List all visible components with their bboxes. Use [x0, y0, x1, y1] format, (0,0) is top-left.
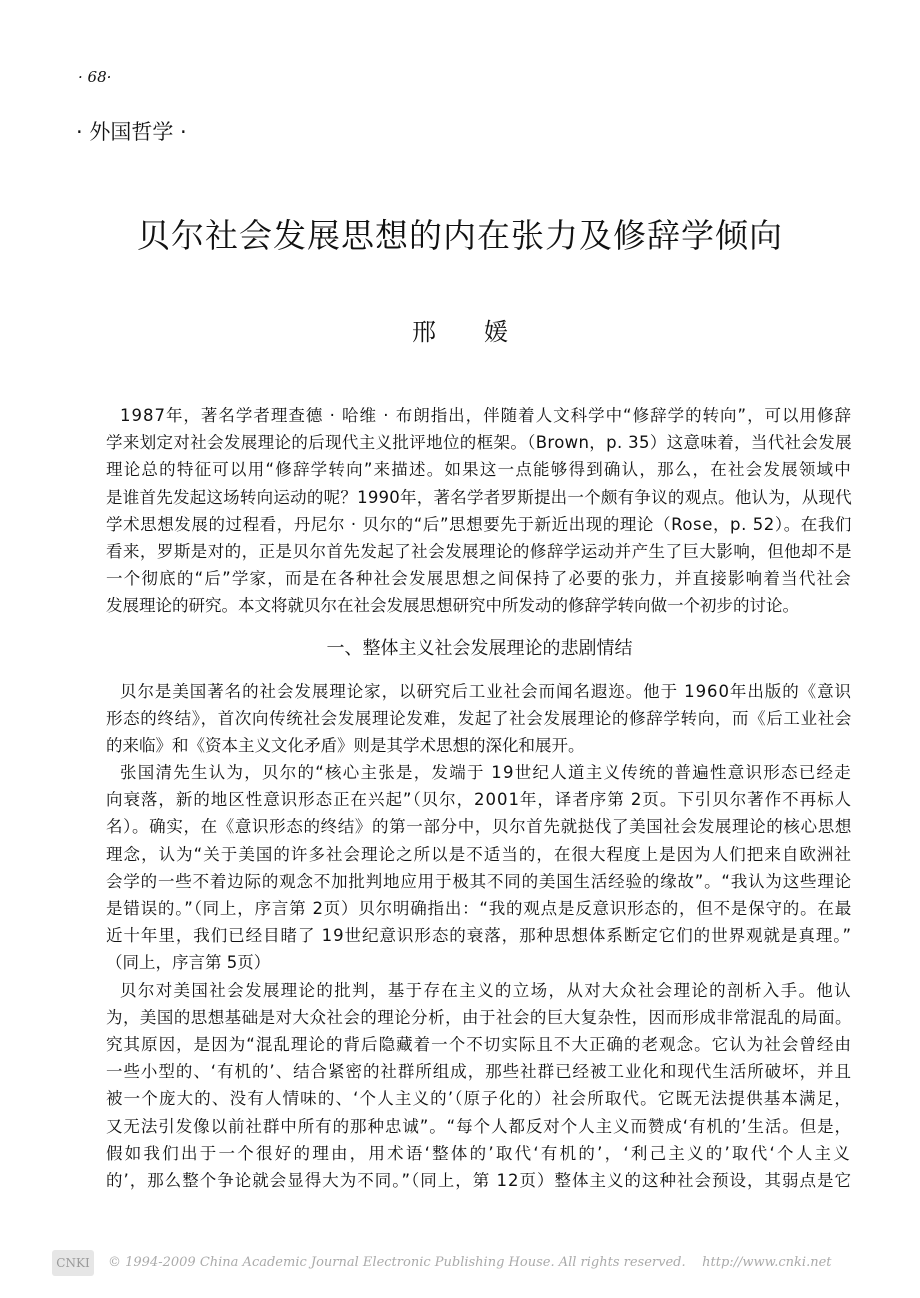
paragraph [106, 402, 853, 620]
text-line: 是错误的。”（同上，序言第 2页）贝尔明确指出：“我的观点是反意识形态的，但不是保守的。在最 [106, 899, 852, 918]
text-line: 是谁首先发起这场转向运动的呢？1990年，著名学者罗斯提出一个颇有争议的观点。他认为，从现代 [106, 487, 852, 507]
page-number: · 68· [78, 68, 112, 86]
cnki-logo: CNKI [52, 1250, 94, 1276]
text-line: 贝尔对美国社会发展理论的批判，基于存在主义的立场，从对大众社会理论的剖析入手。他认 [120, 980, 852, 1000]
text-line: 学来划定对社会发展理论的后现代主义批评地位的框架。（Brown，p. 35）这意味着，当代社会发展 [106, 433, 852, 453]
text-line: 一些小型的、‘有机的’、结合紧密的社群所组成，那些社群已经被工业化和现代生活所破坏，并且 [106, 1062, 852, 1082]
text-line: 究其原因，是因为“混乱理论的背后隐藏着一个不切实际且不大正确的老观念。它认为社会曾经由 [106, 1034, 852, 1054]
footer [52, 1250, 892, 1278]
text-line: 向衰落，新的地区性意识形态正在兴起”（贝尔，2001年，译者序第 2页。下引贝尔著作不再标人 [106, 790, 852, 810]
text-line: 近十年里，我们已经目睹了 19世纪意识形态的衰落，那种思想体系断定它们的世界观就是真理。” [106, 926, 852, 946]
text-line: 形态的终结》，首次向传统社会发展理论发难，发起了社会发展理论的修辞学转向，而《后工业社会 [106, 708, 852, 728]
text-line: 一个彻底的“后”学家，而是在各种社会发展思想之间保持了必要的张力，并直接影响着当代社会 [106, 569, 852, 589]
article-body [106, 402, 853, 1194]
paragraph [106, 759, 853, 977]
text-line: 的’，那么整个争论就会显得大为不同。”（同上，第 12页）整体主义的这种社会预设，其弱点是它 [106, 1170, 852, 1190]
paragraph [106, 678, 853, 760]
text-line: 会学的一些不着边际的观念不加批判地应用于极其不同的美国生活经验的缘故”。“我认为这些理论 [106, 871, 852, 891]
text-line: 学术思想发展的过程看，丹尼尔 · 贝尔的“后”思想要先于新近出现的理论（Rose，p. 52）。在我们 [106, 514, 852, 534]
text-line: 假如我们出于一个很好的理由，用术语‘整体的’取代‘有机的’，‘利己主义的’取代‘个人主义 [106, 1143, 852, 1163]
text-line: 看来，罗斯是对的，正是贝尔首先发起了社会发展理论的修辞学运动并产生了巨大影响，但他却不是 [106, 541, 852, 561]
article-author: 邢 媛 [412, 318, 508, 346]
paragraph [106, 977, 853, 1195]
section-heading: 一、整体主义社会发展理论的悲剧情结 [326, 637, 633, 659]
text-line: 名）。确实，在《意识形态的终结》的第一部分中，贝尔首先就挞伐了美国社会发展理论的核心思想 [106, 817, 852, 837]
text-line: 被一个庞大的、没有人情味的、‘个人主义的’（原子化的）社会所取代。它既无法提供基本满足， [106, 1089, 852, 1109]
text-line: 理论总的特征可以用“修辞学转向”来描述。如果这一点能够得到确认，那么，在社会发展领域中 [106, 460, 852, 480]
text-line: 贝尔是美国著名的社会发展理论家，以研究后工业社会而闻名遐迩。他于 1960年出版的《意识 [120, 681, 852, 701]
text-line: 的来临》和《资本主义文化矛盾》则是其学术思想的深化和展开。 [106, 735, 585, 755]
text-line: 理念，认为“关于美国的许多社会理论之所以是不适当的，在很大程度上是因为人们把来自欧洲社 [106, 844, 852, 864]
text-line: 又无法引发像以前社群中所有的那种忠诚”。“每个人都反对个人主义而赞成‘有机的’生活。但是， [106, 1116, 852, 1136]
copyright-notice: © 1994-2009 China Academic Journal Electronic Publishing House. All rights reserved. http://www.cnki.net [108, 1255, 832, 1270]
article-title: 贝尔社会发展思想的内在张力及修辞学倾向 [137, 216, 783, 255]
section-label: · 外国哲学 · [76, 120, 187, 144]
text-line: 张国清先生认为，贝尔的“核心主张是，发端于 19世纪人道主义传统的普遍性意识形态已经走 [120, 763, 852, 783]
text-line: 1987年，著名学者理查德 · 哈维 · 布朗指出，伴随着人文科学中“修辞学的转向”，可以用修辞 [120, 406, 852, 425]
text-line: （同上，序言第 5页） [106, 953, 271, 973]
text-line: 为，美国的思想基础是对大众社会的理论分析，由于社会的巨大复杂性，因而形成非常混乱的局面。 [106, 1007, 852, 1027]
text-line: 发展理论的研究。本文将就贝尔在社会发展思想研究中所发动的修辞学转向做一个初步的讨论。 [106, 596, 799, 616]
